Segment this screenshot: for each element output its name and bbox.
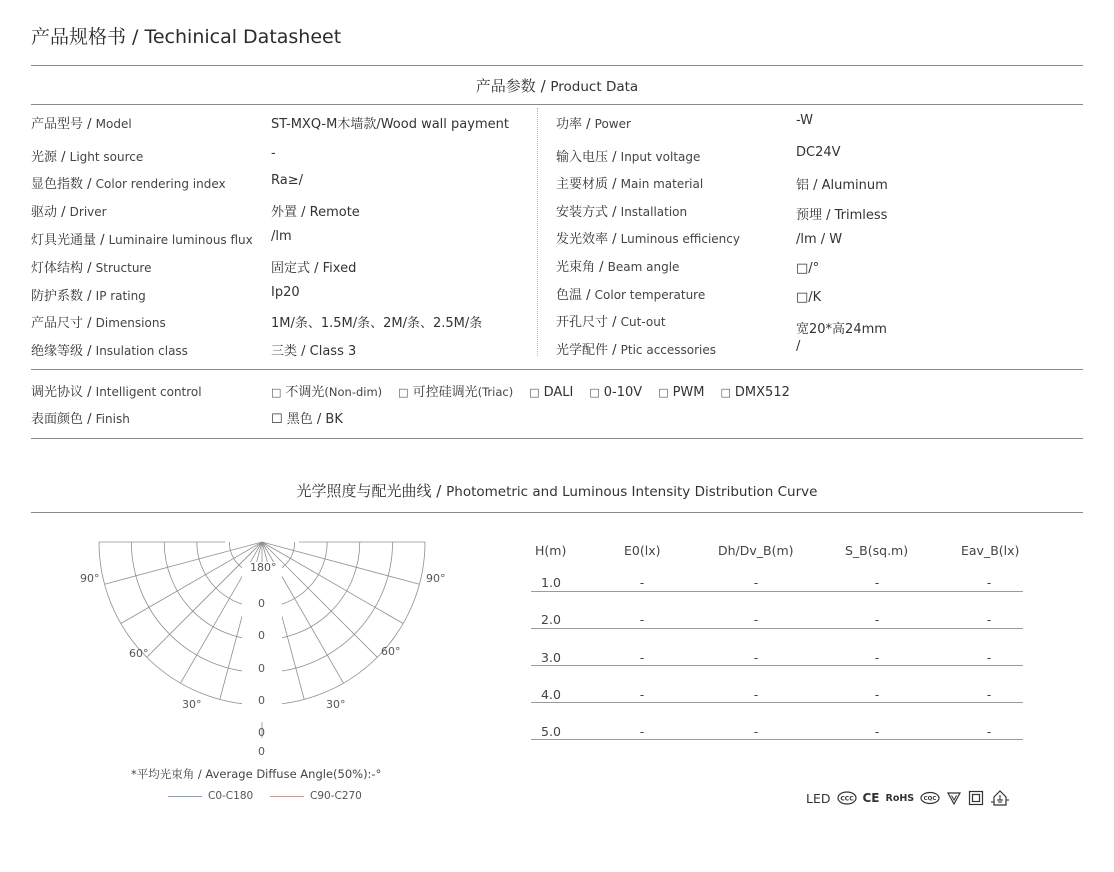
table-cell: - [639,687,645,702]
spec-label-en: Driver [69,205,107,219]
checkbox-icon: □ [658,386,669,399]
spec-value: 1M/条、1.5M/条、2M/条、2.5M/条 [271,316,483,331]
table-header-dh-dv: Dh/Dv_B(m) [718,543,794,558]
polar-spoke [262,542,403,624]
page-title: 产品规格书 / Techinical Datasheet [31,26,342,48]
control-options [271,381,806,400]
table-cell: - [639,575,645,590]
table-row-line [531,591,1023,592]
photometric-heading-cn: 光学照度与配光曲线 / [296,482,447,500]
table-header-eav: Eav_B(lx) [961,543,1020,558]
control-option-dmx512[interactable] [721,385,790,400]
table-cell: 5.0 [541,724,561,739]
spec-value: - [271,146,276,161]
table-cell: - [639,612,645,627]
control-label-en: Intelligent control [95,385,202,399]
svg-text:CCC: CCC [839,795,854,803]
spec-label-cn: 功率 / [556,117,595,132]
angle-label: 30° [182,698,202,711]
finish-label [31,408,130,427]
spec-label-en: Color temperature [594,288,706,302]
table-cell: - [639,724,645,739]
spec-label-en: Input voltage [620,150,701,164]
spec-label-cn: 输入电压 / [556,150,621,165]
spec-label-cn: 发光效率 / [556,232,621,247]
radial-label: 0 [258,597,265,610]
spec-label [556,113,631,132]
spec-label-cn: 驱动 / [31,205,70,220]
spec-value: 固定式 / Fixed [271,261,357,276]
control-label [31,381,202,400]
spec-label [556,256,679,275]
checkbox-icon: □ [720,386,731,399]
spec-label-cn: 产品尺寸 / [31,316,96,331]
table-row-line [531,739,1023,740]
spec-label-en: Power [594,117,631,131]
spec-label [31,146,143,165]
square-class2-icon [968,790,984,806]
table-cell: - [986,650,992,665]
table-row-line [531,665,1023,666]
control-option-text: PWM [672,385,705,400]
table-header-s: S_B(sq.m) [845,543,909,558]
spec-value: Ip20 [271,285,300,300]
control-option-sub: (Triac) [477,385,514,399]
spec-label-en: Luminaire luminous flux [108,233,253,247]
spec-label-en: Main material [620,177,704,191]
spec-label-cn: 防护系数 / [31,289,96,304]
legend-line-c90 [270,796,304,797]
polar-spoke [262,542,419,584]
radial-label: 0 [258,745,265,758]
spec-label [556,339,716,358]
spec-label [31,312,166,331]
control-option-sub: (Non-dim) [324,385,383,399]
spec-label-cn: 安装方式 / [556,205,621,220]
spec-label-en: Ptic accessories [620,343,717,357]
angle-label: 90° [426,572,446,585]
ce-icon: CE [862,791,880,805]
table-cell: - [986,687,992,702]
average-angle-note: *平均光束角 / Average Diffuse Angle(50%):-° [131,767,382,781]
finish-label-cn: 表面颜色 / [31,412,96,427]
svg-text:CQC: CQC [923,796,937,802]
control-label-cn: 调光协议 / [31,385,96,400]
spec-label [556,284,705,303]
angle-label: 90° [80,572,100,585]
angle-label: 30° [326,698,346,711]
spec-label-cn: 产品型号 / [31,117,96,132]
finish-value: ☐ 黑色 / BK [271,412,343,427]
spec-label-cn: 光源 / [31,150,70,165]
table-cell: - [753,650,759,665]
control-option-item[interactable] [398,381,513,400]
angle-label: 180° [250,561,277,574]
table-cell: - [986,612,992,627]
legend-label-c0: C0-C180 [208,790,254,802]
control-option-text: 不调光 [285,385,325,400]
spec-value: 宽20*高24mm [796,322,887,337]
spec-label [556,201,687,220]
spec-label [31,201,107,220]
spec-label [31,285,146,304]
product-data-heading-cn: 产品参数 / [475,77,551,95]
spec-value: /lm / W [796,232,843,247]
photometric-heading-en: Photometric and Luminous Intensity Distribution Curve [446,484,818,500]
spec-label-cn: 开孔尺寸 / [556,315,621,330]
legend-c0 [168,790,253,802]
spec-label-cn: 光学配件 / [556,343,621,358]
divider [31,104,1083,105]
control-option-text: DALI [543,385,574,400]
table-cell: - [753,687,759,702]
spec-label-cn: 光束角 / [556,260,608,275]
spec-label [31,173,226,192]
control-option-text: DMX512 [734,385,790,400]
control-option-text: 可控硅调光 [412,385,478,400]
control-option-item[interactable] [271,381,382,400]
legend-c90 [270,790,362,802]
table-cell: - [874,687,880,702]
spec-label-en: Installation [620,205,688,219]
angle-label: 60° [129,647,149,660]
table-cell: - [753,724,759,739]
divider [31,369,1083,370]
table-cell: - [753,612,759,627]
spec-label [31,229,253,248]
spec-label [556,228,740,247]
radial-label: 0 [258,694,265,707]
divider [31,512,1083,513]
table-cell: - [874,612,880,627]
led-mark: LED [806,790,831,806]
table-row-line [531,628,1023,629]
angle-label: 60° [381,645,401,658]
legend-label-c90: C90-C270 [310,790,362,802]
table-row-line [531,702,1023,703]
spec-label-cn: 灯具光通量 / [31,233,109,248]
cqc-icon [920,791,940,805]
spec-value: 预埋 / Trimless [796,208,888,223]
spec-label-en: Model [95,117,132,131]
table-cell: 3.0 [541,650,561,665]
polar-spoke [121,542,262,624]
spec-value: -W [796,113,814,128]
checkbox-icon: □ [271,386,282,399]
spec-label-en: Structure [95,261,152,275]
table-cell: - [874,650,880,665]
table-cell: 2.0 [541,612,561,627]
certification-logos [806,789,1010,807]
radial-label: 0 [258,629,265,642]
ccc-icon [837,791,857,805]
spec-value: □/K [796,290,822,305]
spec-label [31,340,188,359]
divider [31,65,1083,66]
spec-label-cn: 主要材质 / [556,177,621,192]
polar-svg [70,536,458,760]
table-cell: 4.0 [541,687,561,702]
spec-label [31,257,151,276]
spec-label [556,146,700,165]
spec-label-en: Light source [69,150,144,164]
ground-icon [990,789,1010,807]
spec-label [556,173,703,192]
control-option-dali[interactable] [529,385,573,400]
column-divider [537,108,538,356]
checkbox-icon: □ [589,386,600,399]
spec-value: 铝 / Aluminum [796,178,888,193]
spec-label-en: Beam angle [607,260,680,274]
spec-value: ST-MXQ-M木墙款/Wood wall payment [271,117,509,132]
spec-label-cn: 灯体结构 / [31,261,96,276]
spec-label-cn: 色温 / [556,288,595,303]
spec-value: / [796,339,801,354]
rohs-icon: RoHS [885,792,915,804]
checkbox-icon: □ [529,386,540,399]
table-cell: - [986,724,992,739]
spec-value: 三类 / Class 3 [271,344,357,359]
control-option-010v[interactable] [589,385,642,400]
product-data-heading [31,75,1083,96]
triangle-v-icon [946,791,962,805]
table-header-e0: E0(lx) [624,543,661,558]
spec-value: DC24V [796,145,841,160]
divider [31,438,1083,439]
spec-value: /lm [271,229,292,244]
spec-label [556,311,666,330]
spec-label-en: Luminous efficiency [620,232,740,246]
radial-label: 0 [258,726,265,739]
polar-diagram [70,536,458,760]
spec-value: Ra≥/ [271,173,303,188]
spec-value: □/° [796,261,820,276]
checkbox-icon: □ [398,386,409,399]
table-header-h: H(m) [535,543,567,558]
radial-label: 0 [258,662,265,675]
spec-label-cn: 显色指数 / [31,177,96,192]
spec-label-en: IP rating [95,289,146,303]
control-option-pwm[interactable] [658,385,704,400]
spec-label-en: Cut-out [620,315,666,329]
product-data-heading-en: Product Data [550,79,639,95]
table-cell: - [753,575,759,590]
spec-label-en: Insulation class [95,344,188,358]
photometric-heading [31,480,1083,501]
legend-line-c0 [168,796,202,797]
spec-value: 外置 / Remote [271,205,360,220]
spec-label-en: Dimensions [95,316,166,330]
control-option-text: 0-10V [603,385,643,400]
table-cell: 1.0 [541,575,561,590]
table-cell: - [874,575,880,590]
polar-spoke [105,542,262,584]
finish-label-en: Finish [95,412,130,426]
spec-label-cn: 绝缘等级 / [31,344,96,359]
spec-label [31,113,132,132]
spec-label-en: Color rendering index [95,177,226,191]
table-cell: - [986,575,992,590]
table-cell: - [874,724,880,739]
table-cell: - [639,650,645,665]
